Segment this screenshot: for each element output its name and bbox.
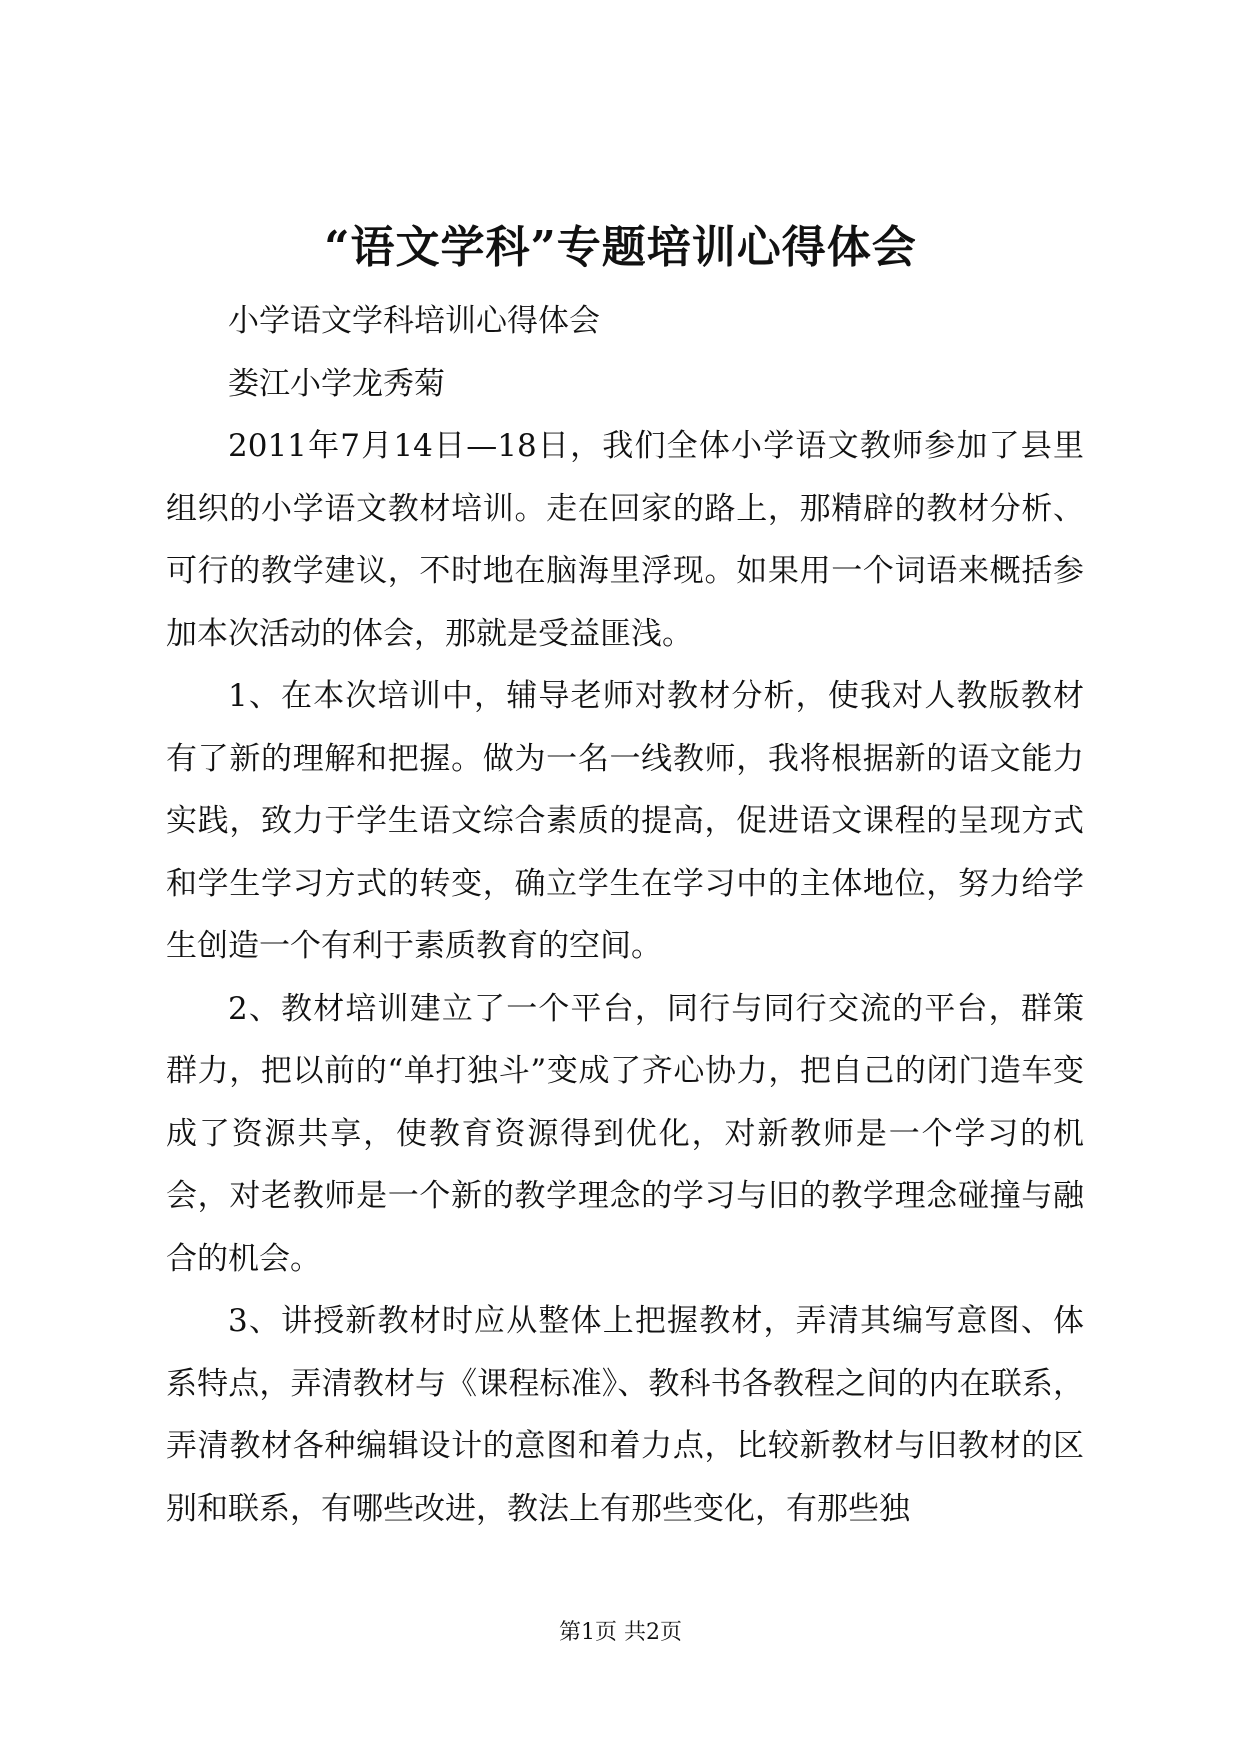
- body-paragraph: 2011年7月14日—18日，我们全体小学语文教师参加了县里组织的小学语文教材培训。走在回家的路上，那精辟的教材分析、可行的教学建议，不时地在脑海里浮现。如果用一个词语来概括参加本次活动的体会，那就是受益匪浅。: [166, 428, 1084, 652]
- subtitle-paragraph: 小学语文学科培训心得体会: [228, 303, 600, 339]
- document-body: [166, 290, 1084, 1540]
- body-paragraph: 2、教材培训建立了一个平台，同行与同行交流的平台，群策群力，把以前的“单打独斗”变成了齐心协力，把自己的闭门造车变成了资源共享，使教育资源得到优化，对新教师是一个学习的机会，对老教师是一个新的教学理念的学习与旧的教学理念碰撞与融合的机会。: [166, 990, 1084, 1277]
- page-footer: 第1页 共2页: [559, 1620, 682, 1645]
- author-paragraph: 娄江小学龙秀菊: [228, 365, 445, 402]
- body-paragraph: 1、在本次培训中，辅导老师对教材分析，使我对人教版教材有了新的理解和把握。做为一名一线教师，我将根据新的语文能力实践，致力于学生语文综合素质的提高，促进语文课程的呈现方式和学生学习方式的转变，确立学生在学习中的主体地位，努力给学生创造一个有利于素质教育的空间。: [166, 678, 1084, 964]
- document-title: “语文学科”专题培训心得体会: [324, 222, 917, 273]
- body-paragraph: 3、讲授新教材时应从整体上把握教材，弄清其编写意图、体系特点，弄清教材与《课程标准》、教科书各教程之间的内在联系，弄清教材各种编辑设计的意图和着力点，比较新教材与旧教材的区别和联系，有哪些改进，教法上有那些变化，有那些独: [166, 1303, 1084, 1527]
